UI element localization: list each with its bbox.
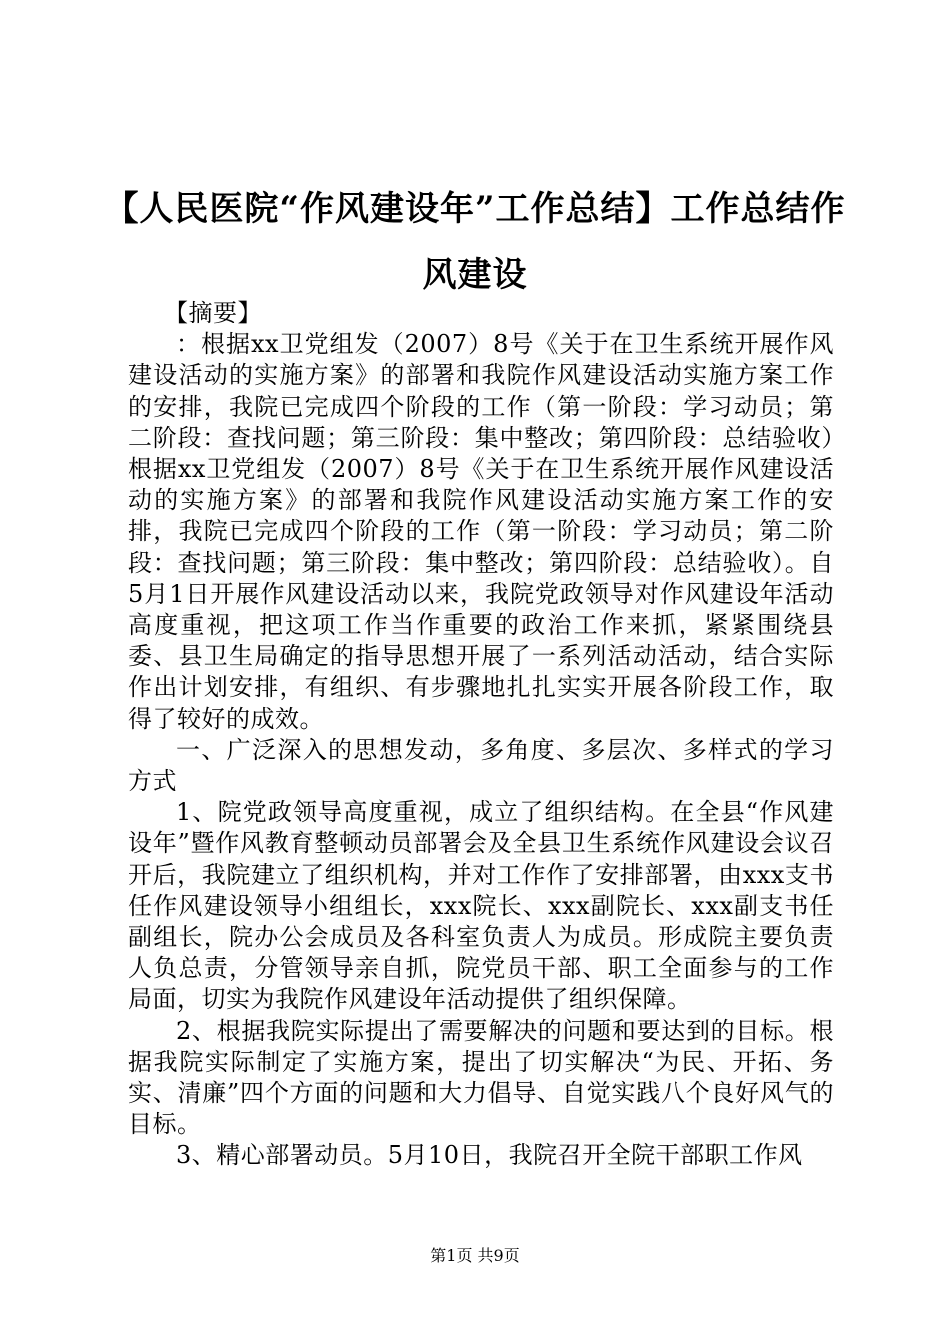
abstract-label: 【摘要】: [164, 299, 262, 327]
page-number-footer: 第1页 共9页: [430, 1246, 520, 1265]
paragraph-4: 2、根据我院实际提出了需要解决的问题和要达到的目标。根据我院实际制定了实施方案，提出了切实解决“为民、开拓、务实、清廉”四个方面的问题和大力倡导、自觉实践八个良好风气的目标。: [128, 1016, 834, 1139]
paragraph-2: 一、广泛深入的思想发动，多角度、多层次、多样式的学习方式: [128, 735, 834, 796]
paragraph-3: 1、院党政领导高度重视，成立了组织结构。在全县“作风建设年”暨作风教育整顿动员部署会及全县卫生系统作风建设会议召开后，我院建立了组织机构，并对工作作了安排部署，由xxx支书任作风建设领导小组组长，xxx院长、xxx副院长、xxx副支书任副组长，院办公会成员及各科室负责人为成员。形成院主要负责人负总责，分管领导亲自抓，院党员干部、职工全面参与的工作局面，切实为我院作风建设年活动提供了组织保障。: [128, 798, 834, 1014]
paragraph-5: 3、精心部署动员。5月10日，我院召开全院干部职工作风: [176, 1141, 803, 1170]
document-body: [128, 298, 834, 1172]
document-title: 【人民医院“作风建设年”工作总结】工作总结作风建设: [104, 189, 846, 295]
paragraph-1: ：根据xx卫党组发（2007）8号《关于在卫生系统开展作风建设活动的实施方案》的部署和我院作风建设活动实施方案工作的安排，我院已完成四个阶段的工作（第一阶段：学习动员；第二阶段：查找问题；第三阶段：集中整改；第四阶段：总结验收）根据xx卫党组发（2007）8号《关于在卫生系统开展作风建设活动的实施方案》的部署和我院作风建设活动实施方案工作的安排，我院已完成四个阶段的工作（第一阶段：学习动员；第二阶段：查找问题；第三阶段：集中整改；第四阶段：总结验收）。自5月1日开展作风建设活动以来，我院党政领导对作风建设年活动高度重视，把这项工作当作重要的政治工作来抓，紧紧围绕县委、县卫生局确定的指导思想开展了一系列活动活动，结合实际作出计划安排，有组织、有步骤地扎扎实实开展各阶段工作，取得了较好的成效。: [128, 330, 834, 733]
